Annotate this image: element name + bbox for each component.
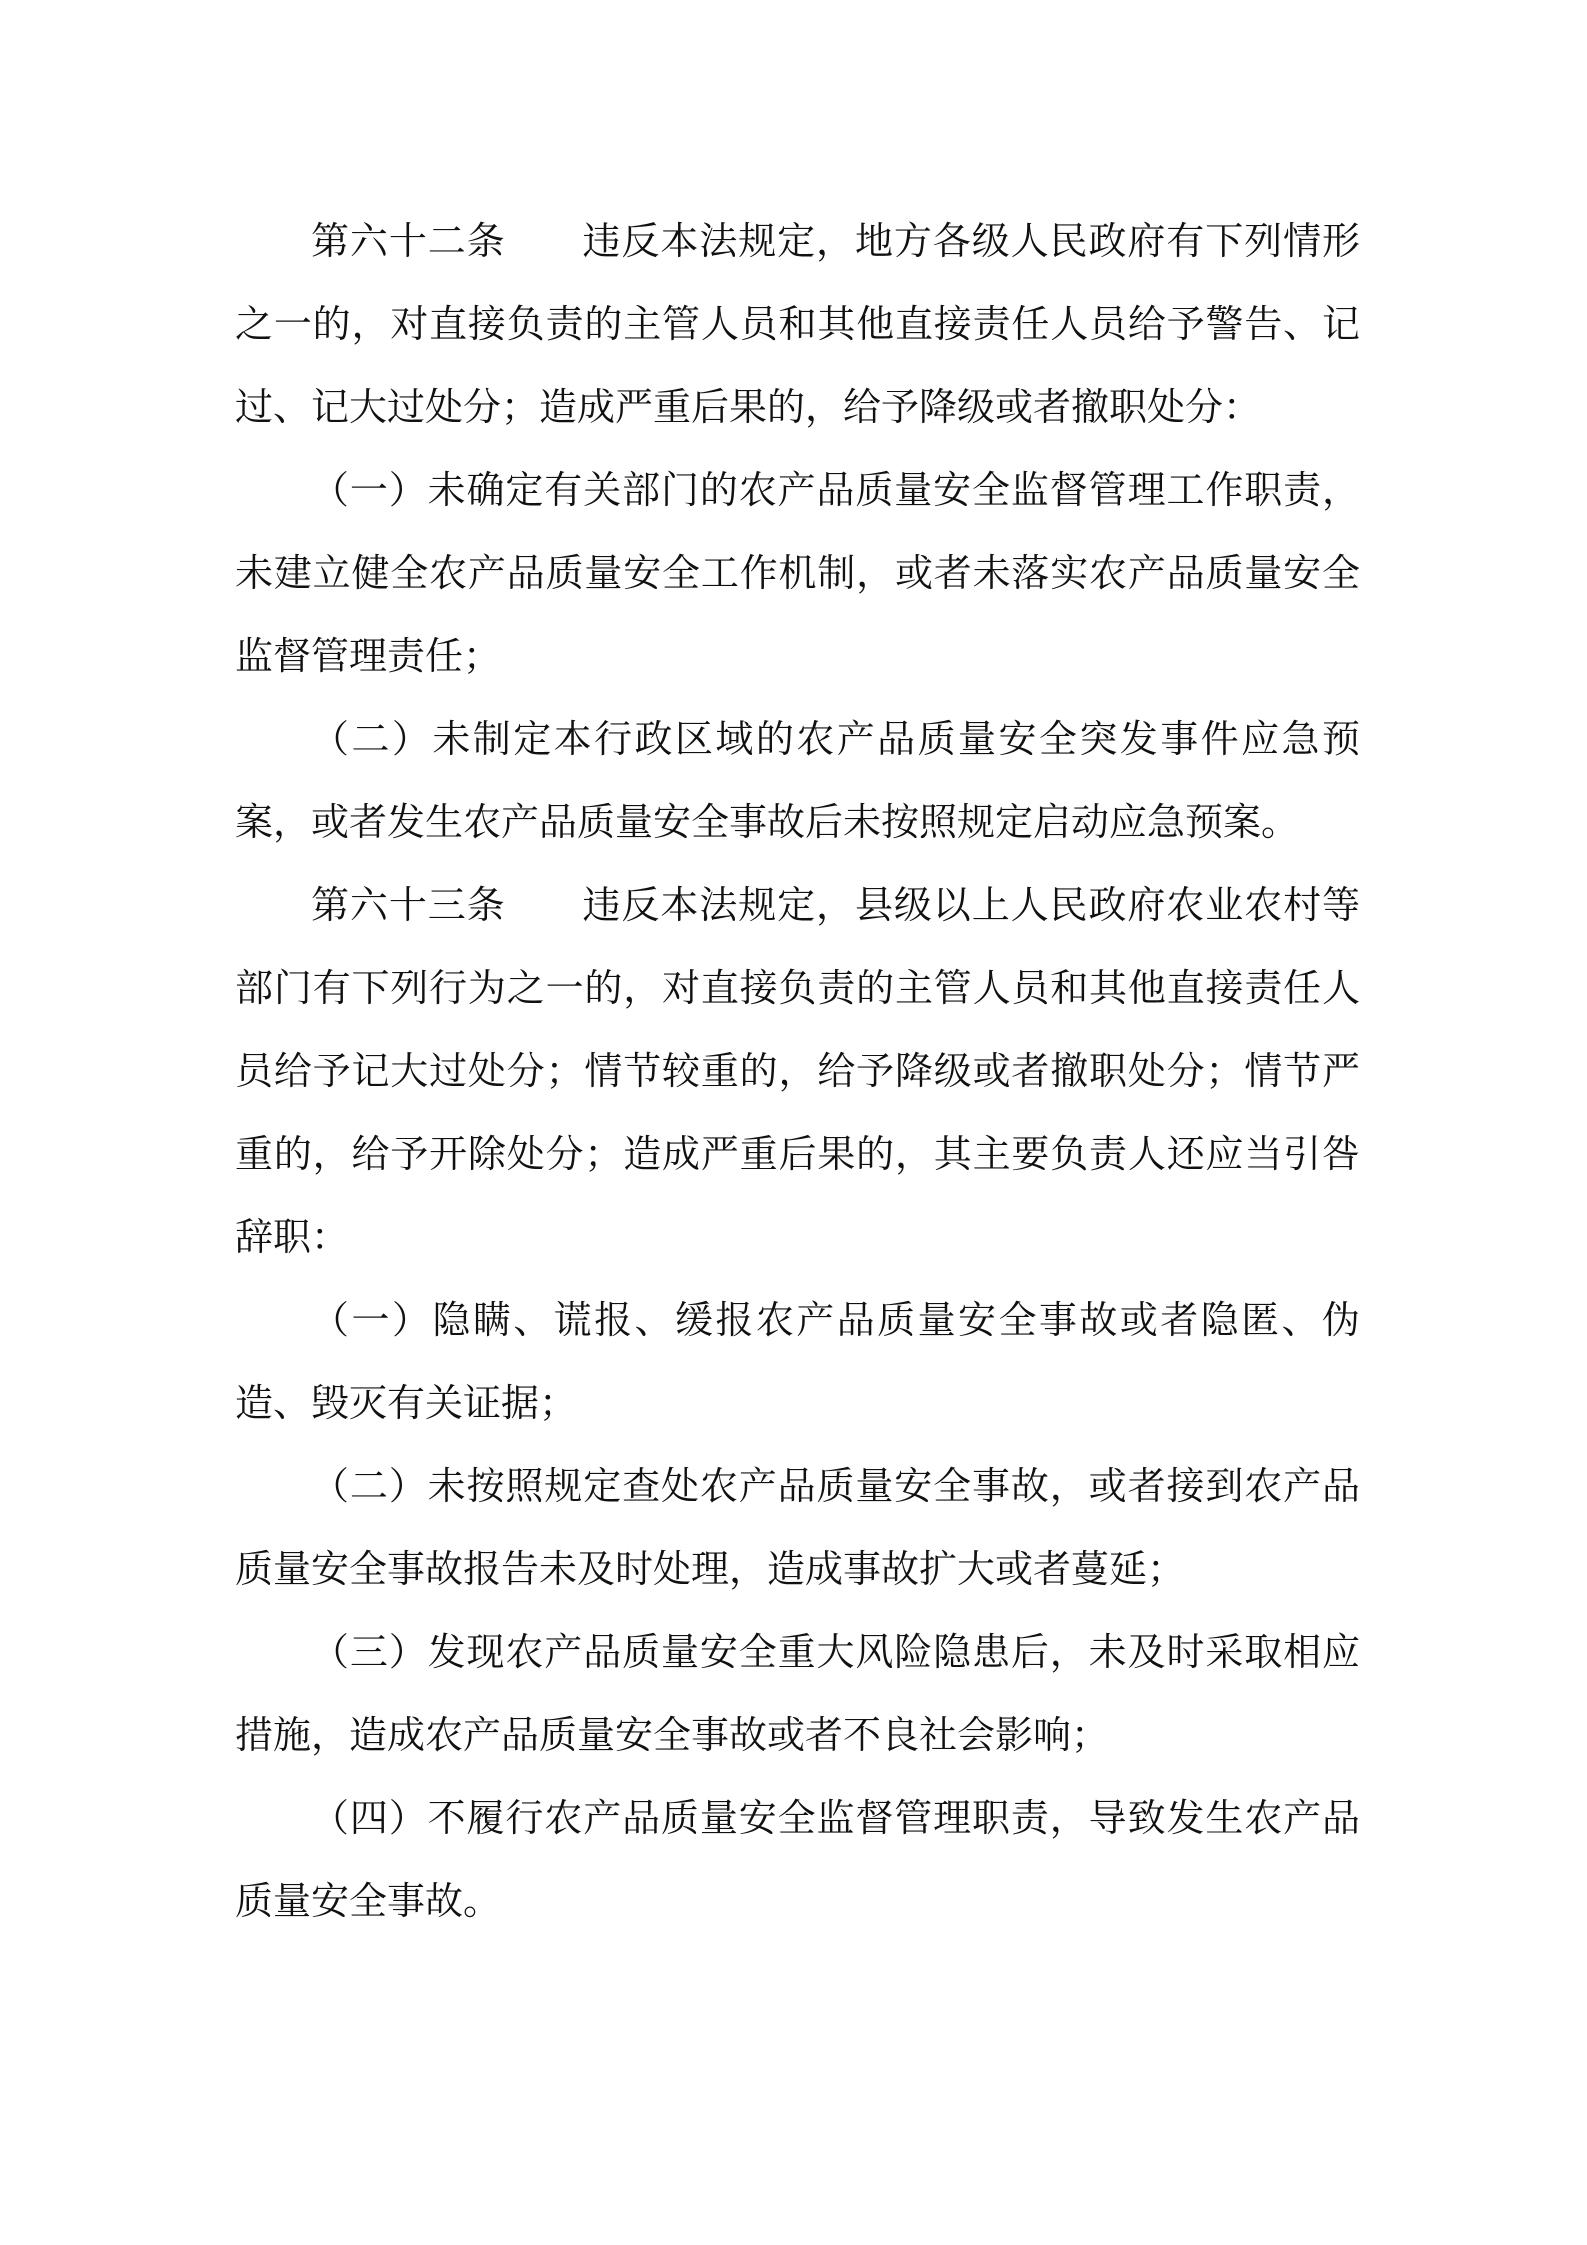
article-63-text: 违反本法规定，县级以上人民政府农业农村等部门有下列行为之一的，对直接负责的主管人员和其他直接责任人员给予记大过处分；情节较重的，给予降级或者撤职处分；情节严重的，给予开除处分；造成严重后果的，其主要负责人还应当引咎辞职： [235, 883, 1360, 1259]
article-63-item-1: （一）隐瞒、谎报、缓报农产品质量安全事故或者隐匿、伪造、毁灭有关证据； [235, 1298, 1360, 1425]
article-63-item-3: （三）发现农产品质量安全重大风险隐患后，未及时采取相应措施，造成农产品质量安全事故或者不良社会影响； [235, 1630, 1360, 1757]
article-62-text: 违反本法规定，地方各级人民政府有下列情形之一的，对直接负责的主管人员和其他直接责任人员给予警告、记过、记大过处分；造成严重后果的，给予降级或者撤职处分： [235, 219, 1360, 429]
article-63-item-2: （二）未按照规定查处农产品质量安全事故，或者接到农产品质量安全事故报告未及时处理，造成事故扩大或者蔓延； [235, 1464, 1360, 1591]
article-63-number: 第六十三条 [311, 883, 506, 927]
law-text-body [235, 200, 1360, 1943]
article-62-item-1: （一）未确定有关部门的农产品质量安全监督管理工作职责，未建立健全农产品质量安全工作机制，或者未落实农产品质量安全监督管理责任； [235, 468, 1360, 678]
article-63-paragraph [235, 864, 1360, 1279]
article-62-paragraph [235, 200, 1360, 449]
article-62-number: 第六十二条 [311, 219, 506, 263]
article-62-item-2: （二）未制定本行政区域的农产品质量安全突发事件应急预案，或者发生农产品质量安全事故后未按照规定启动应急预案。 [235, 717, 1360, 844]
article-63-item-4: （四）不履行农产品质量安全监督管理职责，导致发生农产品质量安全事故。 [235, 1796, 1360, 1923]
